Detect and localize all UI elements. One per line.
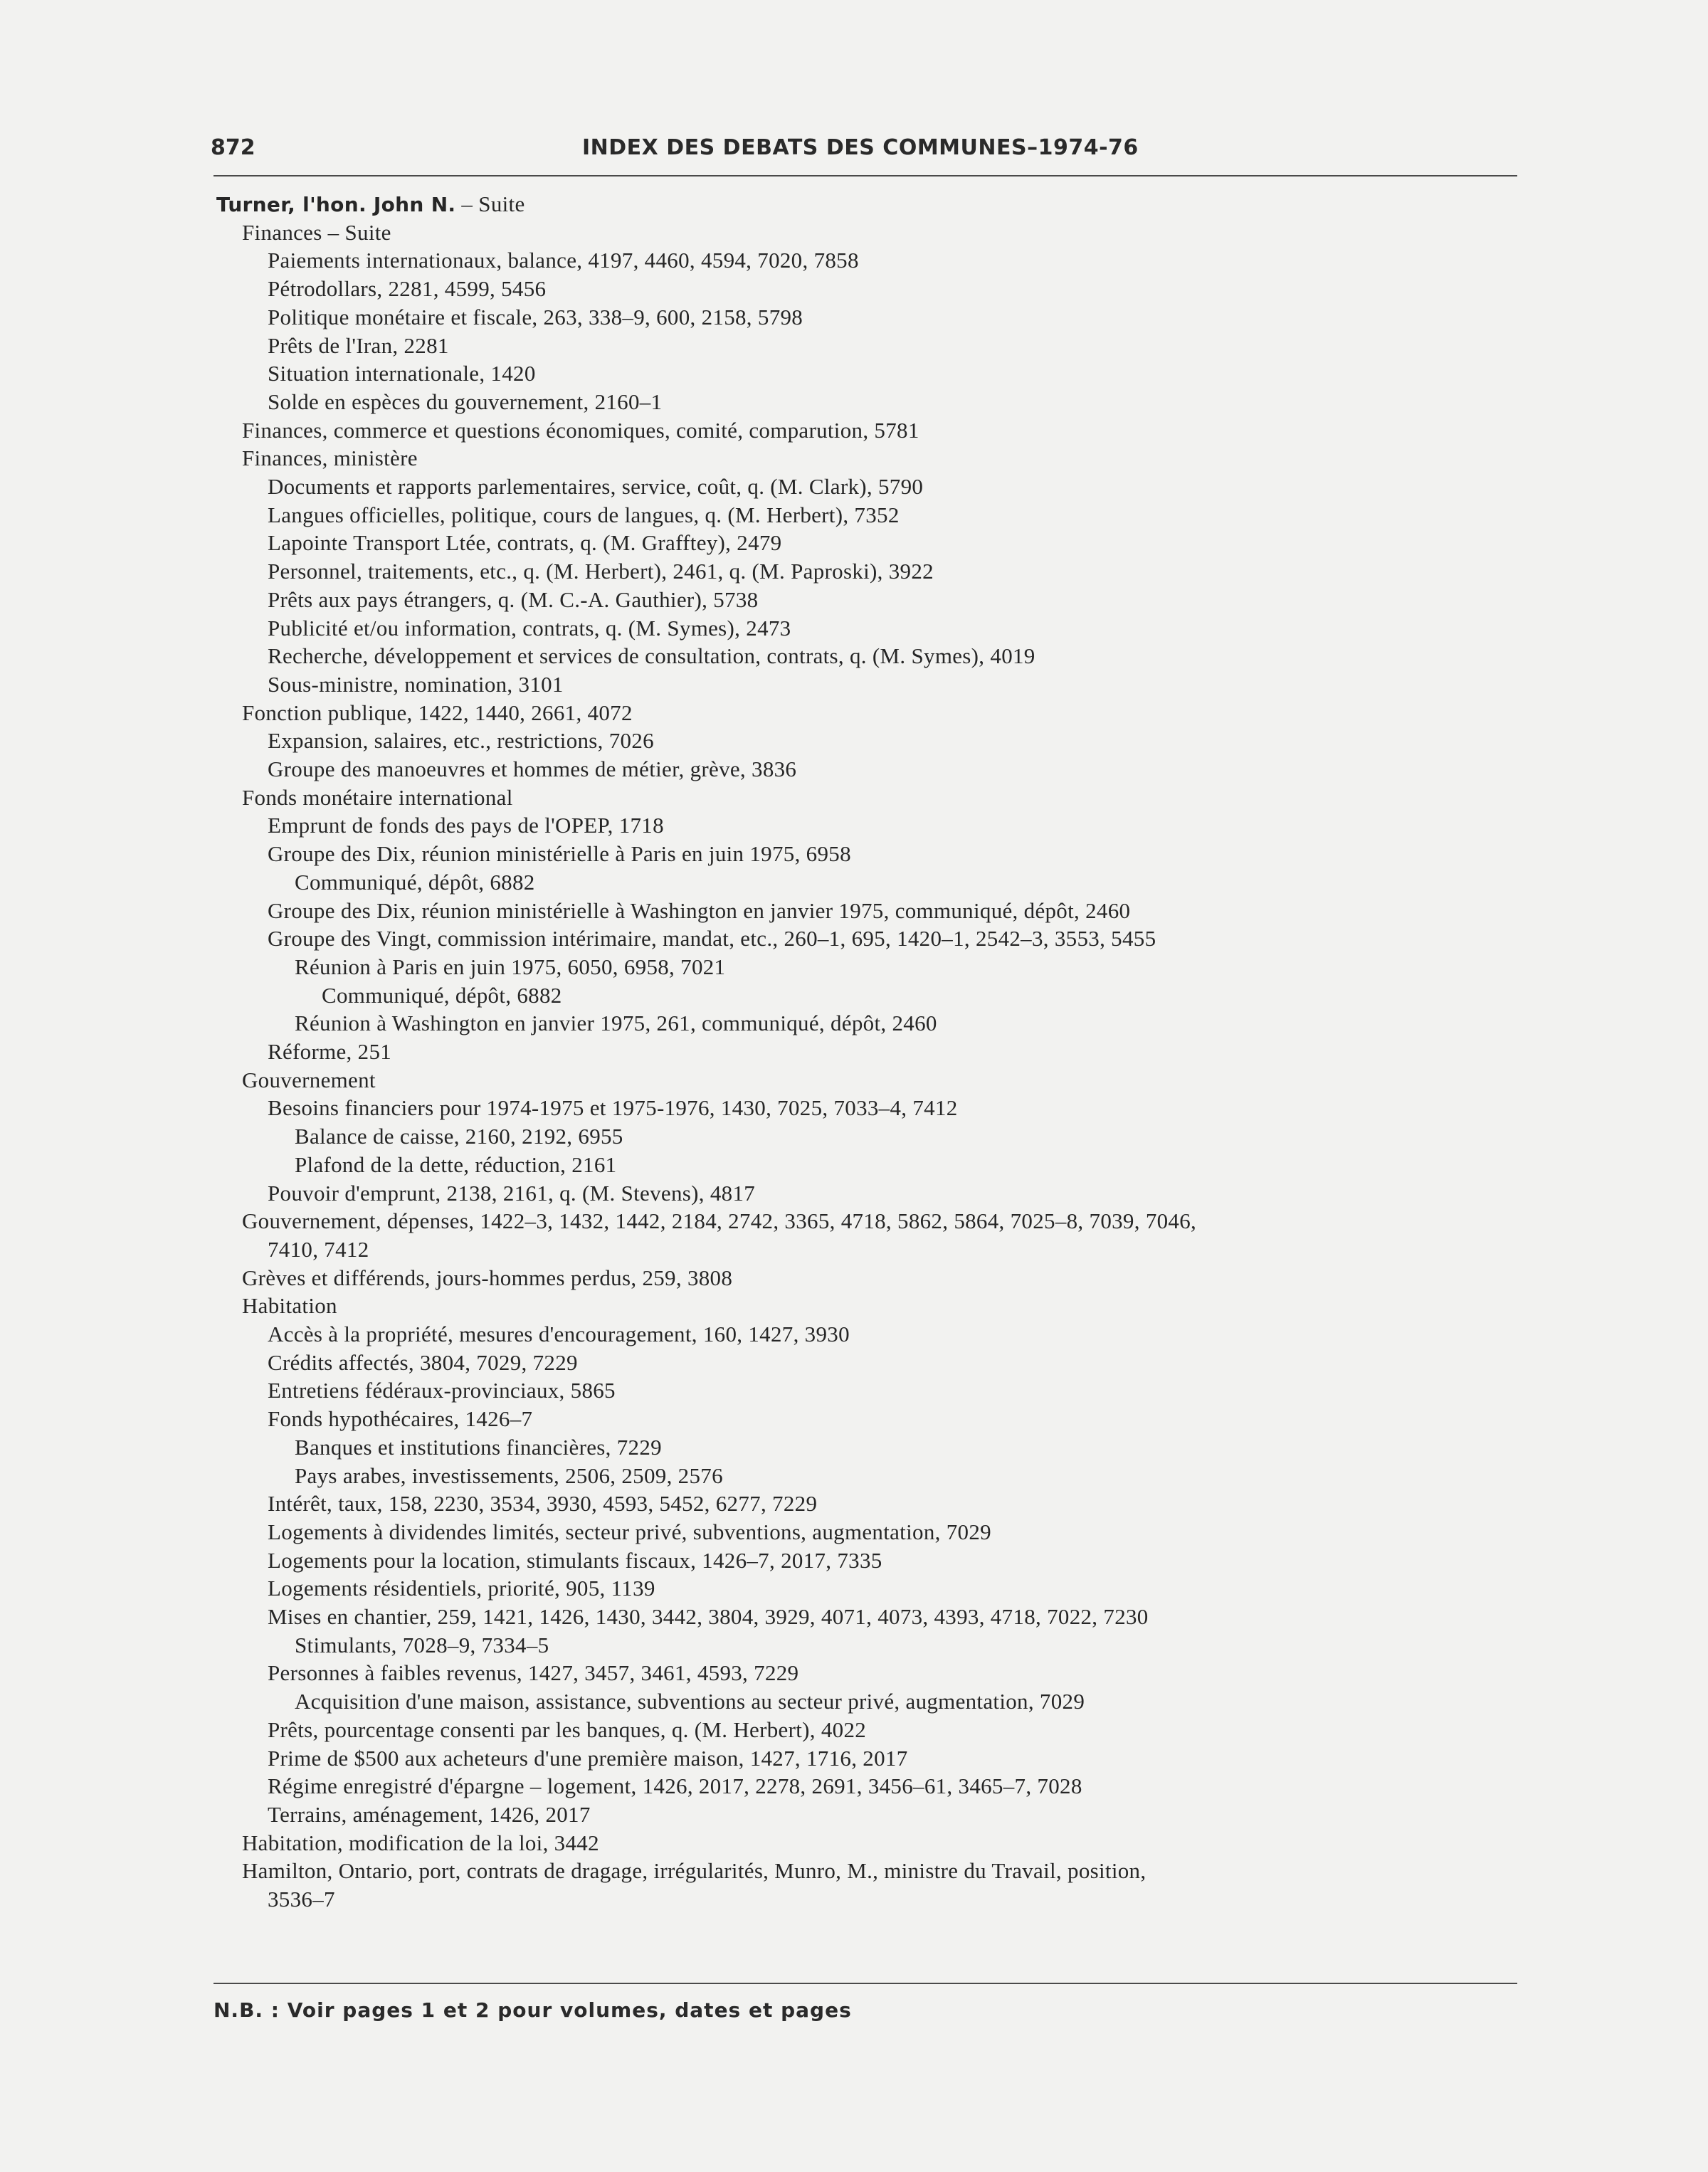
index-entry: Régime enregistré d'épargne – logement, 1426, 2017, 2278, 2691, 3456–61, 3465–7, 7028 (268, 1773, 1082, 1798)
index-entry: Emprunt de fonds des pays de l'OPEP, 1718 (268, 813, 664, 838)
index-entry: Fonds hypothécaires, 1426–7 (268, 1406, 533, 1431)
index-entry: Finances, commerce et questions économiques, comité, comparution, 5781 (242, 418, 919, 443)
index-entry: Lapointe Transport Ltée, contrats, q. (M. Grafftey), 2479 (268, 530, 782, 555)
index-entry: Gouvernement (242, 1067, 376, 1092)
index-entry: Terrains, aménagement, 1426, 2017 (268, 1802, 591, 1827)
index-entry: Pouvoir d'emprunt, 2138, 2161, q. (M. Stevens), 4817 (268, 1181, 756, 1206)
index-entry: Solde en espèces du gouvernement, 2160–1 (268, 389, 663, 414)
index-entry: Banques et institutions financières, 7229 (295, 1435, 662, 1460)
index-entry: Stimulants, 7028–9, 7334–5 (295, 1633, 549, 1657)
index-entry: Recherche, développement et services de consultation, contrats, q. (M. Symes), 4019 (268, 643, 1035, 668)
index-entry: Groupe des Vingt, commission intérimaire, mandat, etc., 260–1, 695, 1420–1, 2542–3, 3553, 5455 (268, 926, 1156, 951)
main-heading-suffix: – Suite (455, 191, 525, 216)
index-entry: 7410, 7412 (268, 1237, 369, 1262)
index-entry: Intérêt, taux, 158, 2230, 3534, 3930, 4593, 5452, 6277, 7229 (268, 1491, 818, 1516)
index-entry: Logements pour la location, stimulants fiscaux, 1426–7, 2017, 7335 (268, 1548, 882, 1573)
index-entry: Personnel, traitements, etc., q. (M. Herbert), 2461, q. (M. Paproski), 3922 (268, 559, 934, 584)
index-entry: Sous-ministre, nomination, 3101 (268, 672, 564, 697)
index-entry: Acquisition d'une maison, assistance, subventions au secteur privé, augmentation, 7029 (295, 1689, 1085, 1714)
index-entry: Communiqué, dépôt, 6882 (295, 870, 535, 895)
index-entry: Prime de $500 aux acheteurs d'une première maison, 1427, 1716, 2017 (268, 1746, 908, 1771)
index-entry: Groupe des manoeuvres et hommes de métier, grève, 3836 (268, 756, 797, 781)
index-entry: Communiqué, dépôt, 6882 (322, 983, 562, 1008)
index-entry: Crédits affectés, 3804, 7029, 7229 (268, 1350, 578, 1375)
index-entry: Réunion à Paris en juin 1975, 6050, 6958, 7021 (295, 954, 726, 979)
index-entry: Gouvernement, dépenses, 1422–3, 1432, 1442, 2184, 2742, 3365, 4718, 5862, 5864, 7025–8, 7039, 7046, (242, 1208, 1197, 1233)
index-entry: Groupe des Dix, réunion ministérielle à Paris en juin 1975, 6958 (268, 841, 851, 866)
index-entry: Pétrodollars, 2281, 4599, 5456 (268, 276, 547, 301)
index-entry: Groupe des Dix, réunion ministérielle à Washington en janvier 1975, communiqué, dépôt, 2460 (268, 898, 1131, 923)
index-entry: Grèves et différends, jours-hommes perdus, 259, 3808 (242, 1265, 733, 1290)
main-heading-name: Turner, l'hon. John N. (216, 193, 456, 216)
header-rule (214, 175, 1517, 176)
index-entry: Hamilton, Ontario, port, contrats de dragage, irrégularités, Munro, M., ministre du Travail, position, (242, 1858, 1146, 1883)
footer-rule (214, 1983, 1517, 1984)
index-entry: Documents et rapports parlementaires, service, coût, q. (M. Clark), 5790 (268, 474, 924, 499)
index-entry: Pays arabes, investissements, 2506, 2509, 2576 (295, 1463, 723, 1488)
index-entry: Logements résidentiels, priorité, 905, 1139 (268, 1576, 655, 1601)
index-entry: Personnes à faibles revenus, 1427, 3457, 3461, 4593, 7229 (268, 1660, 799, 1685)
running-title: INDEX DES DEBATS DES COMMUNES–1974-76 (582, 135, 1139, 160)
page-number: 872 (211, 135, 255, 160)
index-entry: Balance de caisse, 2160, 2192, 6955 (295, 1124, 623, 1149)
index-entry: Prêts, pourcentage consenti par les banques, q. (M. Herbert), 4022 (268, 1717, 867, 1742)
index-entry: Réforme, 251 (268, 1039, 392, 1064)
main-heading (216, 190, 525, 219)
index-entry: Fonction publique, 1422, 1440, 2661, 4072 (242, 700, 633, 725)
index-entry: Besoins financiers pour 1974-1975 et 1975-1976, 1430, 7025, 7033–4, 7412 (268, 1095, 958, 1120)
footnote: N.B. : Voir pages 1 et 2 pour volumes, dates et pages (214, 1998, 852, 2022)
index-entry: Logements à dividendes limités, secteur privé, subventions, augmentation, 7029 (268, 1519, 991, 1544)
index-entry: Fonds monétaire international (242, 785, 513, 810)
index-entry: Habitation (242, 1293, 337, 1318)
index-entry: Mises en chantier, 259, 1421, 1426, 1430, 3442, 3804, 3929, 4071, 4073, 4393, 4718, 7022, 7230 (268, 1604, 1149, 1629)
index-entry: Langues officielles, politique, cours de langues, q. (M. Herbert), 7352 (268, 502, 900, 527)
index-entry: Prêts aux pays étrangers, q. (M. C.-A. Gauthier), 5738 (268, 587, 759, 612)
index-entry: Réunion à Washington en janvier 1975, 261, communiqué, dépôt, 2460 (295, 1011, 937, 1035)
index-entry: Plafond de la dette, réduction, 2161 (295, 1152, 617, 1177)
index-entry: Finances – Suite (242, 220, 391, 245)
index-entry: Publicité et/ou information, contrats, q. (M. Symes), 2473 (268, 616, 791, 640)
index-entry: Prêts de l'Iran, 2281 (268, 333, 449, 358)
index-entry: Situation internationale, 1420 (268, 361, 536, 386)
page-header (211, 130, 1520, 172)
index-entry: Politique monétaire et fiscale, 263, 338–9, 600, 2158, 5798 (268, 305, 803, 330)
index-entry: 3536–7 (268, 1887, 335, 1912)
index-entry: Finances, ministère (242, 446, 418, 470)
index-entry: Expansion, salaires, etc., restrictions, 7026 (268, 728, 654, 753)
index-entry: Paiements internationaux, balance, 4197, 4460, 4594, 7020, 7858 (268, 248, 859, 273)
index-entry: Accès à la propriété, mesures d'encouragement, 160, 1427, 3930 (268, 1322, 850, 1346)
index-entry: Habitation, modification de la loi, 3442 (242, 1830, 599, 1855)
index-entry: Entretiens fédéraux-provinciaux, 5865 (268, 1378, 616, 1403)
